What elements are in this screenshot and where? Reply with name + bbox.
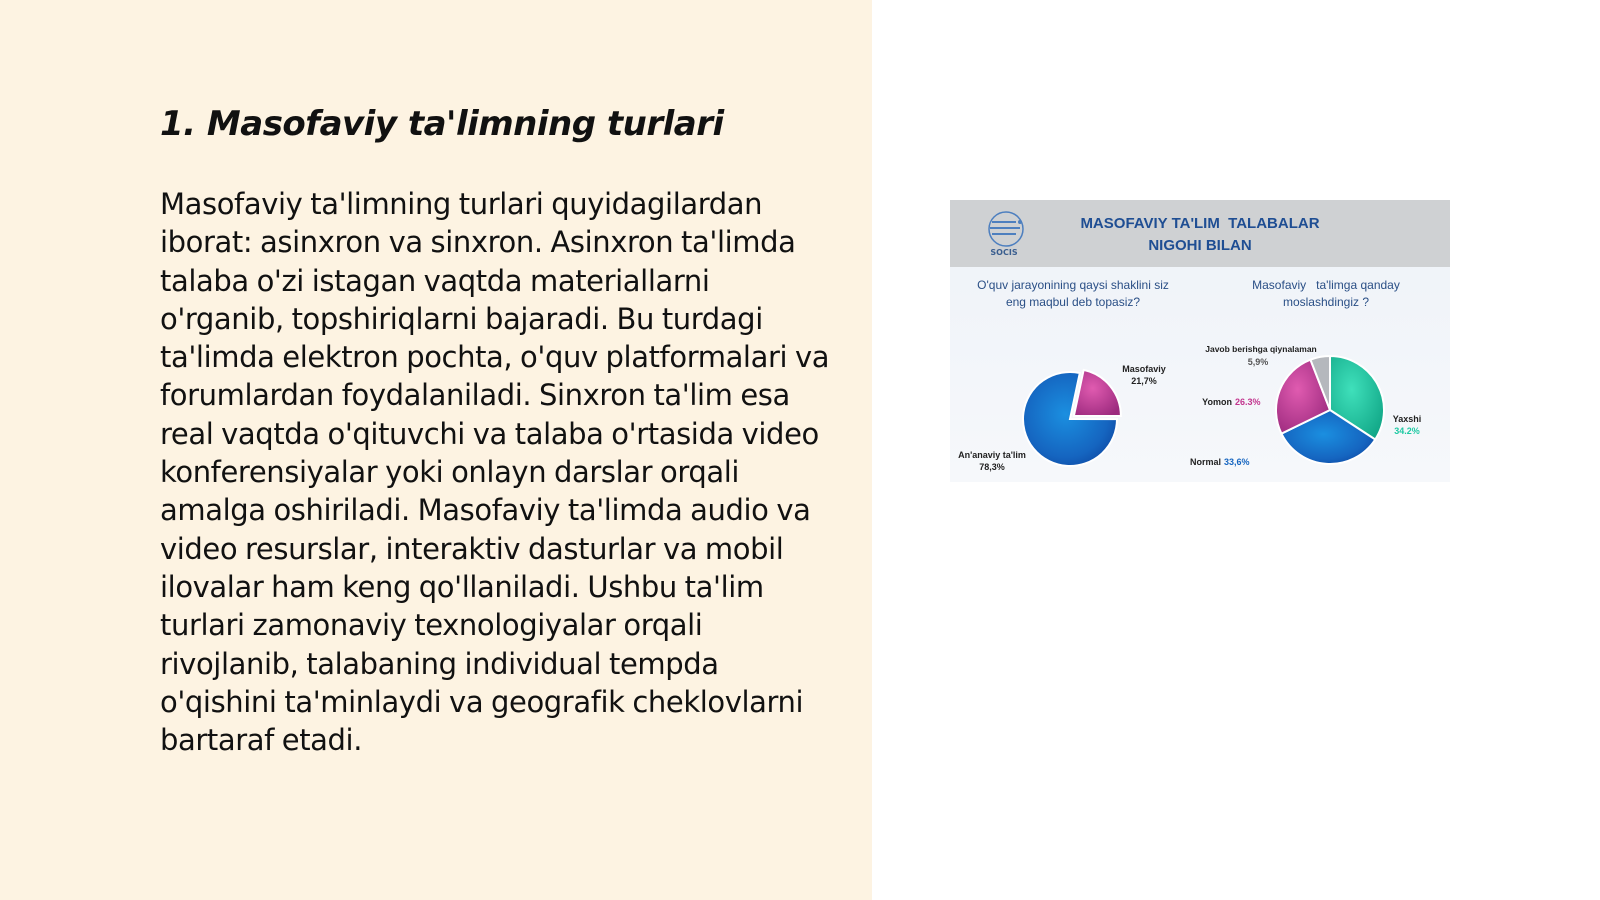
slide-body-text: Masofaviy ta'limning turlari quyidagilardan iborat: asinxron va sinxron. Asinxron ta'limda talaba o'zi istagan vaqtda materiallarni o'rganib, topshiriqlarni bajaradi. Bu turdagi ta'limda elektron pochta, o'quv platformalari va forumlardan foydalaniladi. Sinxron ta'lim esa real vaqtda o'qituvchi va talaba o'rtasida video konferensiyalar yoki onlayn darslar orqali amalga oshiriladi. Masofaviy ta'limda audio va video resurslar, interaktiv dasturlar va mobil ilovalar ham keng qo'llaniladi. Ushbu ta'lim turlari zamonaviy texnologiyalar orqali rivojlanib, talabaning individual tempda o'qishini ta'minlaydi va geografik cheklovlarni bartaraf etadi. xyxy=(160,187,830,758)
chart2-label-javob: Javob berishga qiynalaman xyxy=(1205,344,1317,354)
chart1-title-line1: O'quv jarayonining qaysi shaklini siz xyxy=(977,278,1169,292)
pie-chart-adaptation xyxy=(1276,356,1384,464)
survey-infographic xyxy=(950,200,1450,482)
banner-title-line1: MASOFAVIY TA'LIM TALABALAR xyxy=(1080,215,1320,232)
slide-title: 1. Masofaviy ta'limning turlari xyxy=(160,104,724,144)
chart1-value-masofaviy: 21,7% xyxy=(1131,376,1157,386)
chart2-value-yomon: 26.3% xyxy=(1235,397,1261,407)
logo-dot-icon xyxy=(1018,220,1022,224)
chart2-value-yaxshi: 34.2% xyxy=(1394,426,1420,436)
chart1-title-line2: eng maqbul deb topasiz? xyxy=(1005,295,1141,309)
chart2-label-normal: Normal xyxy=(1189,457,1221,467)
banner-title-line2: NIGOHI BILAN xyxy=(1148,237,1252,254)
chart1-value-ananaviy: 78,3% xyxy=(979,462,1005,472)
chart1-label-masofaviy: Masofaviy xyxy=(1122,364,1166,374)
chart2-label-yomon: Yomon xyxy=(1202,397,1232,407)
chart2-label-yaxshi: Yaxshi xyxy=(1392,414,1422,424)
chart2-value-normal: 33,6% xyxy=(1224,457,1250,467)
logo-text: SOCIS xyxy=(990,248,1018,257)
chart2-value-javob: 5,9% xyxy=(1247,357,1269,367)
chart2-title-line1: Masofaviy ta'limga qanday xyxy=(1252,278,1400,292)
infographic-banner xyxy=(950,200,1450,267)
chart1-label-ananaviy: An'anaviy ta'lim xyxy=(958,450,1026,460)
infographic-canvas xyxy=(950,200,1450,482)
chart2-title-line2: moslashdingiz ? xyxy=(1282,295,1370,309)
